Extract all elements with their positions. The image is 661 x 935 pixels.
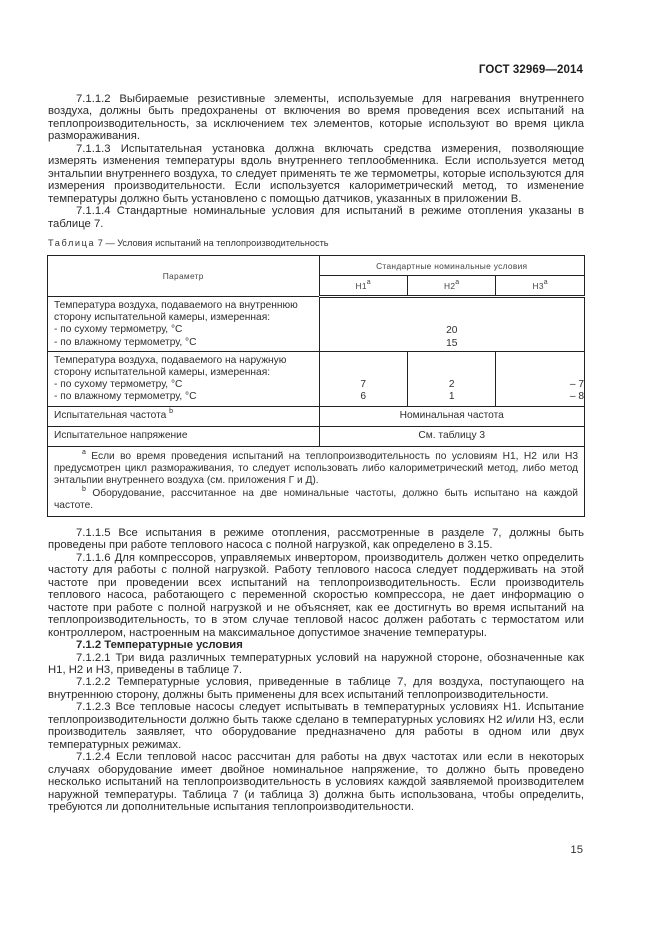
test-conditions-table bbox=[47, 255, 585, 517]
paragraph-7-1-1-5: 7.1.1.5 Все испытания в режиме отопления, рассмотренные в разделе 7, должны быть проведены при работе теплового насоса с полной нагрузкой, как определено в 3.15. bbox=[48, 527, 584, 552]
indoor-wet-bulb-label: - по влажному термометру, °С bbox=[54, 336, 197, 348]
outdoor-h2-values: 2 1 bbox=[407, 351, 495, 406]
outdoor-h3-values: – 7 – 8 bbox=[496, 351, 585, 406]
table-row-outdoor-temperature bbox=[48, 351, 585, 406]
header-h1: Н1$^a$ bbox=[319, 276, 407, 297]
body-text-bottom bbox=[48, 527, 584, 813]
outdoor-wet-bulb-label: - по влажному термометру, °С bbox=[54, 391, 197, 403]
table-caption-title: 7 — Условия испытаний на теплопроизводительность bbox=[95, 238, 329, 248]
indoor-dry-bulb-value: 20 bbox=[446, 325, 458, 337]
test-voltage-value: См. таблицу 3 bbox=[319, 426, 585, 446]
header-parameter: Параметр bbox=[48, 256, 320, 297]
paragraph-7-1-2-4: 7.1.2.4 Если тепловой насос рассчитан для работы на двух частотах или если в некоторых случаях оборудование имеет двойное номинальное напряжение, то должно быть проведено несколько испытаний на теплопроизводительность в условиях каждой заявляемой производителем наружной температуры. Таблица 7 (и таблица 3) должна быть использована, чтобы определить, требуются ли дополнительные испытания теплопроизводительности. bbox=[48, 751, 584, 813]
outdoor-temperature-param: Температура воздуха, подаваемого на наружную сторону испытательной камеры, измеренная: - по сухому термометру, °С - по влажному термометру, °С bbox=[48, 351, 320, 406]
paragraph-7-1-1-3: 7.1.1.3 Испытательная установка должна включать средства измерения, позволяющие измерять изменения температуры вдоль внутреннего теплообменника. Если используется метод энтальпии внутреннего воздуха, то следует применять те же термометры, которые используются для измерения производительности. Если используется калориметрический метод, то изменение температуры должно быть установлено с помощью датчиков, указанных в приложении В. bbox=[48, 142, 584, 205]
indoor-wet-bulb-value: 15 bbox=[446, 337, 458, 349]
paragraph-7-1-2-3: 7.1.2.3 Все тепловые насосы следует испытывать в температурных условиях Н1. Испытание теплопроизводительности должно быть также сделано в температурных условиях Н2 и/или Н3, если производитель заявляет, что оборудование предназначено для работы в одном или двух температурных режимах. bbox=[48, 701, 584, 751]
paragraph-7-1-1-6: 7.1.1.6 Для компрессоров, управляемых инвертором, производитель должен четко определить частоту для работы с полной нагрузкой. Работу теплового насоса следует поддерживать на этой частоте при проведении всех испытаний на теплопроизводительность. Если производитель теплового насоса, работающего с переменной скоростью компрессора, не дает информацию о частоте при работе с полной нагрузкой и не объясняет, как ее достигнуть во время испытаний на теплопроизводительность, то в этом случае тепловой насос должен работать с термостатом или контроллером, настроенным на максимальное допустимое значение температуры. bbox=[48, 551, 584, 639]
outdoor-h1-values: 7 6 bbox=[319, 351, 407, 406]
table-caption-prefix: Таблица bbox=[48, 238, 96, 248]
test-frequency-label: Испытательная частота $^b$ bbox=[48, 406, 320, 426]
document-standard-id: ГОСТ 32969—2014 bbox=[478, 64, 583, 76]
footnote-b: $^b$ Оборудование, рассчитанное на две номинальные частоты, должно быть испытано на каждой частоте. bbox=[54, 485, 578, 512]
test-voltage-label: Испытательное напряжение bbox=[48, 426, 320, 446]
footnote-a: $^a$ Если во время проведения испытаний на теплопроизводительность по условиям Н1, Н2 или Н3 предусмотрен цикл размораживания, то следует использовать либо калориметрический метод, либо метод энтальпии внутреннего воздуха (см. приложения Г и Д). bbox=[54, 448, 578, 487]
indoor-dry-bulb-label: - по сухому термометру, °С bbox=[54, 324, 183, 336]
header-standard-conditions: Стандартные номинальные условия bbox=[319, 256, 585, 276]
paragraph-7-1-2-1: 7.1.2.1 Три вида различных температурных условий на наружной стороне, обозначенные как Н1, Н2 и Н3, приведены в таблице 7. bbox=[48, 651, 584, 676]
paragraph-7-1-2-2: 7.1.2.2 Температурные условия, приведенные в таблице 7, для воздуха, поступающего на внутреннюю сторону, должны быть применены для всех испытаний теплопроизводительности. bbox=[48, 676, 584, 701]
table-footnotes bbox=[48, 446, 585, 516]
table-row-test-voltage bbox=[48, 426, 585, 446]
header-h2: Н2$^a$ bbox=[407, 276, 495, 297]
section-heading-7-1-2: 7.1.2 Температурные условия bbox=[76, 639, 243, 652]
paragraph-7-1-1-4: 7.1.1.4 Стандартные номинальные условия для испытаний в режиме отопления указаны в таблице 7. bbox=[48, 205, 584, 230]
indoor-temperature-param: Температура воздуха, подаваемого на внутреннюю сторону испытательной камеры, измеренная: - по сухому термометру, °С - по влажному термометру, °С bbox=[48, 297, 320, 352]
page-number: 15 bbox=[570, 844, 583, 856]
outdoor-dry-bulb-label: - по сухому термометру, °С bbox=[54, 379, 183, 391]
table-row-test-frequency bbox=[48, 406, 585, 426]
paragraph-7-1-1-2: 7.1.1.2 Выбираемые резистивные элементы, используемые для нагревания внутреннего воздуха, должны быть предохранены от включения во время проведения всех испытаний на теплопроизводительность, за исключением тех элементов, которые используют во время цикла размораживания. bbox=[48, 93, 584, 143]
test-frequency-value: Номинальная частота bbox=[319, 406, 585, 426]
indoor-temperature-values bbox=[319, 297, 585, 352]
body-text-top bbox=[48, 93, 584, 230]
table-caption bbox=[48, 238, 329, 248]
table-row-footnotes bbox=[48, 446, 585, 516]
header-h3: Н3$^a$ bbox=[496, 276, 585, 297]
table-row-indoor-temperature bbox=[48, 297, 585, 352]
